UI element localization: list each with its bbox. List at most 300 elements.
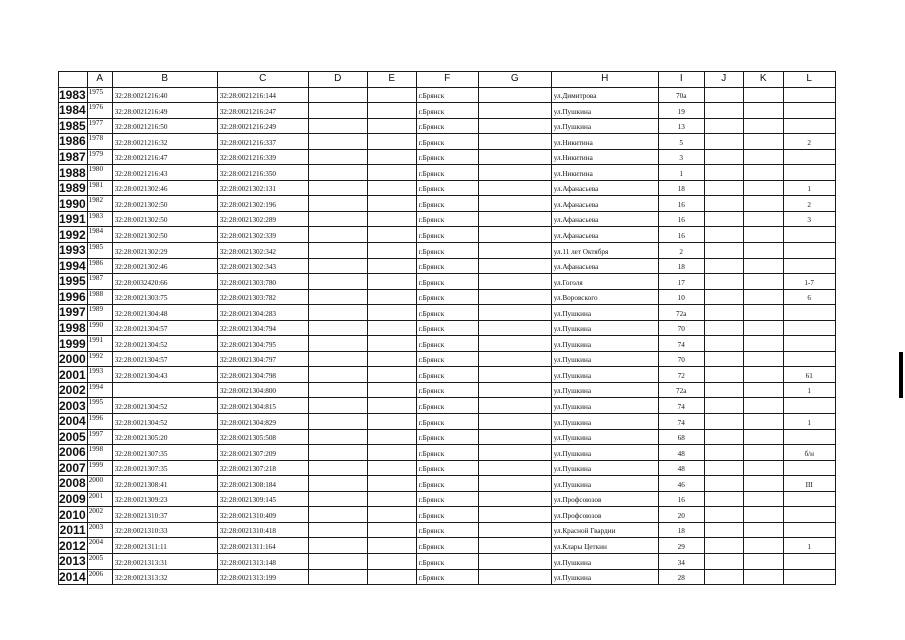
row-number: 2013 — [59, 554, 86, 569]
table-row — [59, 258, 836, 274]
cell-b-cadastral-block: 32:28:0021304:52 — [112, 398, 217, 414]
cell-c-cadastral-number: 32:28:0021309:145 — [217, 491, 308, 507]
cell-j — [704, 553, 743, 569]
table-row — [59, 538, 836, 554]
cell-j — [704, 507, 743, 523]
cell-g — [478, 538, 551, 554]
cell-c-cadastral-number: 32:28:0021303:780 — [217, 274, 308, 290]
cell-b-cadastral-block: 32:28:0021216:47 — [112, 149, 217, 165]
cell-l-apartment: 6 — [783, 289, 835, 305]
cell-i-house: 1 — [658, 165, 704, 181]
cell-i-house: 46 — [658, 476, 704, 492]
cell-j — [704, 429, 743, 445]
table-row — [59, 274, 836, 290]
cell-b-cadastral-block: 32:28:0021310:33 — [112, 522, 217, 538]
cell-i-house: 10 — [658, 289, 704, 305]
cell-k — [743, 87, 783, 103]
cell-b-cadastral-block: 32:28:0021304:52 — [112, 336, 217, 352]
cell-e — [367, 445, 416, 461]
cell-a: 1993 — [87, 367, 112, 383]
cell-h-street: ул.Афанасьева — [551, 227, 658, 243]
table-row — [59, 243, 836, 259]
cell-b-cadastral-block: 32:28:0021302:50 — [112, 196, 217, 212]
column-header-j: J — [704, 72, 743, 88]
cell-j — [704, 367, 743, 383]
row-number: 2007 — [59, 460, 86, 475]
cell-d — [308, 211, 367, 227]
cell-f-city: г.Брянск — [416, 196, 478, 212]
cell-l-apartment — [783, 398, 835, 414]
column-header-i: I — [658, 72, 704, 88]
cell-i-house: 68 — [658, 429, 704, 445]
cell-k — [743, 103, 783, 119]
row-number: 1998 — [59, 321, 86, 336]
cell-e — [367, 351, 416, 367]
cell-k — [743, 553, 783, 569]
column-header-c: C — [217, 72, 308, 88]
cell-c-cadastral-number: 32:28:0021311:164 — [217, 538, 308, 554]
cell-g — [478, 211, 551, 227]
cell-b-cadastral-block: 32:28:0021303:75 — [112, 289, 217, 305]
cell-j — [704, 196, 743, 212]
cell-i-house: 72а — [658, 382, 704, 398]
cell-h-street: ул.Пушкина — [551, 414, 658, 430]
cell-g — [478, 103, 551, 119]
cell-d — [308, 196, 367, 212]
cell-c-cadastral-number: 32:28:0021307:218 — [217, 460, 308, 476]
cell-a: 1979 — [87, 149, 112, 165]
row-number: 2008 — [59, 476, 86, 491]
cell-a: 1975 — [87, 87, 112, 103]
cell-a: 2006 — [87, 569, 112, 585]
cell-l-apartment: б/н — [783, 445, 835, 461]
cell-h-street: ул.Никитина — [551, 134, 658, 150]
cell-h-street: ул.Пушкина — [551, 429, 658, 445]
cell-f-city: г.Брянск — [416, 569, 478, 585]
cell-l-apartment: 1 — [783, 382, 835, 398]
cell-i-house: 74 — [658, 336, 704, 352]
row-number: 2011 — [59, 523, 86, 538]
cell-l-apartment — [783, 522, 835, 538]
cell-k — [743, 476, 783, 492]
cell-a: 1987 — [87, 274, 112, 290]
row-number: 1991 — [59, 212, 86, 227]
row-number: 1987 — [59, 150, 86, 164]
cell-f-city: г.Брянск — [416, 227, 478, 243]
cell-l-apartment — [783, 165, 835, 181]
cell-l-apartment: 1-7 — [783, 274, 835, 290]
cell-e — [367, 289, 416, 305]
cell-a: 1986 — [87, 258, 112, 274]
cell-e — [367, 103, 416, 119]
spreadsheet-table — [58, 71, 836, 585]
cell-g — [478, 367, 551, 383]
table-body — [59, 87, 836, 585]
cell-k — [743, 336, 783, 352]
cell-b-cadastral-block: 32:28:0021302:50 — [112, 227, 217, 243]
cell-i-house: 5 — [658, 134, 704, 150]
table-row — [59, 103, 836, 119]
cell-j — [704, 414, 743, 430]
cell-j — [704, 305, 743, 321]
cell-e — [367, 134, 416, 150]
row-number: 1997 — [59, 305, 86, 320]
cell-b-cadastral-block: 32:28:0021302:50 — [112, 211, 217, 227]
cell-e — [367, 507, 416, 523]
cell-d — [308, 538, 367, 554]
cell-d — [308, 118, 367, 134]
cell-e — [367, 196, 416, 212]
column-header-l: L — [783, 72, 835, 88]
cell-j — [704, 351, 743, 367]
table-row — [59, 445, 836, 461]
cell-a: 2001 — [87, 491, 112, 507]
cell-e — [367, 227, 416, 243]
cell-l-apartment — [783, 553, 835, 569]
cell-d — [308, 227, 367, 243]
cell-f-city: г.Брянск — [416, 414, 478, 430]
table-row — [59, 351, 836, 367]
cell-b-cadastral-block: 32:28:0021305:20 — [112, 429, 217, 445]
cell-b-cadastral-block: 32:28:0021310:37 — [112, 507, 217, 523]
cell-l-apartment — [783, 336, 835, 352]
column-header-f: F — [416, 72, 478, 88]
cell-d — [308, 569, 367, 585]
cell-c-cadastral-number: 32:28:0021303:782 — [217, 289, 308, 305]
cell-l-apartment: 2 — [783, 196, 835, 212]
cell-a: 1982 — [87, 196, 112, 212]
cell-k — [743, 165, 783, 181]
cell-l-apartment — [783, 258, 835, 274]
cell-i-house: 72 — [658, 367, 704, 383]
cell-g — [478, 258, 551, 274]
cell-a: 1978 — [87, 134, 112, 150]
cell-j — [704, 118, 743, 134]
cell-e — [367, 367, 416, 383]
row-number: 2002 — [59, 383, 86, 398]
cell-a: 1992 — [87, 351, 112, 367]
cell-f-city: г.Брянск — [416, 445, 478, 461]
cell-d — [308, 180, 367, 196]
table-row — [59, 149, 836, 165]
cell-l-apartment: 1 — [783, 538, 835, 554]
cell-k — [743, 227, 783, 243]
cell-g — [478, 180, 551, 196]
cell-d — [308, 351, 367, 367]
cell-f-city: г.Брянск — [416, 274, 478, 290]
cell-h-street: ул.Димитрова — [551, 87, 658, 103]
table-row — [59, 305, 836, 321]
cell-c-cadastral-number: 32:28:0021216:350 — [217, 165, 308, 181]
cell-e — [367, 243, 416, 259]
cell-h-street: ул.Воровского — [551, 289, 658, 305]
cell-j — [704, 336, 743, 352]
cell-h-street: ул.Профсоюзов — [551, 507, 658, 523]
cell-l-apartment — [783, 243, 835, 259]
cell-h-street: ул.11 лет Октября — [551, 243, 658, 259]
cell-i-house: 48 — [658, 445, 704, 461]
cell-i-house: 18 — [658, 522, 704, 538]
cell-a: 1994 — [87, 382, 112, 398]
cell-f-city: г.Брянск — [416, 320, 478, 336]
cell-j — [704, 522, 743, 538]
cell-c-cadastral-number: 32:28:0021304:794 — [217, 320, 308, 336]
table-row — [59, 398, 836, 414]
cell-i-house: 28 — [658, 569, 704, 585]
cell-i-house: 20 — [658, 507, 704, 523]
cell-b-cadastral-block: 32:28:0021216:40 — [112, 87, 217, 103]
cell-e — [367, 569, 416, 585]
cell-b-cadastral-block: 32:28:0021308:41 — [112, 476, 217, 492]
cell-g — [478, 305, 551, 321]
cell-e — [367, 382, 416, 398]
cell-f-city: г.Брянск — [416, 538, 478, 554]
table-row — [59, 118, 836, 134]
cell-l-apartment — [783, 460, 835, 476]
table-row — [59, 320, 836, 336]
cell-c-cadastral-number: 32:28:0021302:342 — [217, 243, 308, 259]
cell-i-house: 70 — [658, 351, 704, 367]
row-number: 1999 — [59, 336, 86, 351]
cell-e — [367, 274, 416, 290]
cell-i-house: 18 — [658, 180, 704, 196]
cell-k — [743, 382, 783, 398]
cell-b-cadastral-block — [112, 382, 217, 398]
cell-g — [478, 149, 551, 165]
cell-j — [704, 134, 743, 150]
cell-g — [478, 289, 551, 305]
cell-l-apartment: III — [783, 476, 835, 492]
cell-g — [478, 320, 551, 336]
cell-b-cadastral-block: 32:28:0021216:32 — [112, 134, 217, 150]
cell-f-city: г.Брянск — [416, 351, 478, 367]
cell-a: 1983 — [87, 211, 112, 227]
cell-j — [704, 103, 743, 119]
cell-f-city: г.Брянск — [416, 211, 478, 227]
row-number: 1989 — [59, 181, 86, 196]
cell-c-cadastral-number: 32:28:0021304:795 — [217, 336, 308, 352]
cell-j — [704, 398, 743, 414]
cell-f-city: г.Брянск — [416, 305, 478, 321]
cell-k — [743, 460, 783, 476]
cell-c-cadastral-number: 32:28:0021302:339 — [217, 227, 308, 243]
cell-f-city: г.Брянск — [416, 87, 478, 103]
cell-k — [743, 414, 783, 430]
cell-b-cadastral-block: 32:28:0032420:66 — [112, 274, 217, 290]
column-header-d: D — [308, 72, 367, 88]
row-number: 2001 — [59, 367, 86, 382]
cell-d — [308, 305, 367, 321]
cell-j — [704, 289, 743, 305]
table-row — [59, 429, 836, 445]
cell-h-street: ул.Клары Цеткин — [551, 538, 658, 554]
cell-i-house: 16 — [658, 196, 704, 212]
row-number: 2005 — [59, 429, 86, 444]
row-number: 2000 — [59, 352, 86, 367]
cell-b-cadastral-block: 32:28:0021307:35 — [112, 445, 217, 461]
cell-d — [308, 382, 367, 398]
cell-d — [308, 460, 367, 476]
cell-d — [308, 522, 367, 538]
row-number: 2010 — [59, 507, 86, 522]
cell-f-city: г.Брянск — [416, 429, 478, 445]
cell-c-cadastral-number: 32:28:0021313:199 — [217, 569, 308, 585]
cell-f-city: г.Брянск — [416, 134, 478, 150]
cell-i-house: 17 — [658, 274, 704, 290]
cell-e — [367, 414, 416, 430]
cell-c-cadastral-number: 32:28:0021216:247 — [217, 103, 308, 119]
table-row — [59, 87, 836, 103]
cell-j — [704, 211, 743, 227]
cell-e — [367, 165, 416, 181]
cell-l-apartment: 2 — [783, 134, 835, 150]
cell-e — [367, 305, 416, 321]
cell-l-apartment — [783, 351, 835, 367]
cell-f-city: г.Брянск — [416, 476, 478, 492]
cell-k — [743, 274, 783, 290]
column-header-a: A — [87, 72, 112, 88]
cell-k — [743, 320, 783, 336]
cell-b-cadastral-block: 32:28:0021307:35 — [112, 460, 217, 476]
cell-d — [308, 507, 367, 523]
cell-d — [308, 320, 367, 336]
cell-a: 1980 — [87, 165, 112, 181]
page-edge-mark — [899, 352, 903, 398]
row-number: 1995 — [59, 274, 86, 289]
column-header-b: B — [112, 72, 217, 88]
cell-a: 1990 — [87, 320, 112, 336]
cell-b-cadastral-block: 32:28:0021313:31 — [112, 553, 217, 569]
cell-d — [308, 165, 367, 181]
cell-d — [308, 553, 367, 569]
cell-e — [367, 460, 416, 476]
cell-h-street: ул.Пушкина — [551, 367, 658, 383]
cell-j — [704, 149, 743, 165]
cell-h-street: ул.Пушкина — [551, 336, 658, 352]
cell-k — [743, 149, 783, 165]
cell-l-apartment: 1 — [783, 414, 835, 430]
cell-l-apartment: 3 — [783, 211, 835, 227]
cell-f-city: г.Брянск — [416, 367, 478, 383]
cell-g — [478, 460, 551, 476]
cell-e — [367, 336, 416, 352]
cell-b-cadastral-block: 32:28:0021304:57 — [112, 320, 217, 336]
cell-l-apartment — [783, 569, 835, 585]
row-number: 2012 — [59, 538, 86, 553]
cell-g — [478, 227, 551, 243]
cell-j — [704, 382, 743, 398]
cell-a: 1991 — [87, 336, 112, 352]
cell-k — [743, 211, 783, 227]
cell-j — [704, 538, 743, 554]
cell-k — [743, 258, 783, 274]
cell-f-city: г.Брянск — [416, 289, 478, 305]
row-number: 1984 — [59, 103, 86, 118]
column-header-g: G — [478, 72, 551, 88]
cell-b-cadastral-block: 32:28:0021309:23 — [112, 491, 217, 507]
cell-k — [743, 196, 783, 212]
row-number: 2009 — [59, 492, 86, 507]
cell-h-street: ул.Пушкина — [551, 382, 658, 398]
cell-l-apartment: 61 — [783, 367, 835, 383]
table-row — [59, 414, 836, 430]
cell-j — [704, 445, 743, 461]
table-row — [59, 507, 836, 523]
column-header-row — [59, 72, 836, 88]
cell-a: 1988 — [87, 289, 112, 305]
cell-h-street: ул.Афанасьева — [551, 196, 658, 212]
cell-c-cadastral-number: 32:28:0021313:148 — [217, 553, 308, 569]
cell-e — [367, 320, 416, 336]
column-header-k: K — [743, 72, 783, 88]
cell-b-cadastral-block: 32:28:0021304:43 — [112, 367, 217, 383]
cell-g — [478, 507, 551, 523]
cell-b-cadastral-block: 32:28:0021304:57 — [112, 351, 217, 367]
cell-c-cadastral-number: 32:28:0021304:829 — [217, 414, 308, 430]
cell-a: 1977 — [87, 118, 112, 134]
cell-e — [367, 211, 416, 227]
cell-e — [367, 429, 416, 445]
cell-c-cadastral-number: 32:28:0021216:339 — [217, 149, 308, 165]
cell-d — [308, 243, 367, 259]
cell-i-house: 19 — [658, 103, 704, 119]
cell-a: 1989 — [87, 305, 112, 321]
cell-j — [704, 165, 743, 181]
cell-k — [743, 569, 783, 585]
cell-a: 1976 — [87, 103, 112, 119]
cell-l-apartment: 1 — [783, 180, 835, 196]
cell-a: 1985 — [87, 243, 112, 259]
cell-g — [478, 87, 551, 103]
cell-d — [308, 445, 367, 461]
row-number: 1996 — [59, 289, 86, 304]
cell-g — [478, 382, 551, 398]
cell-g — [478, 491, 551, 507]
cell-a: 1995 — [87, 398, 112, 414]
cell-d — [308, 367, 367, 383]
table-row — [59, 196, 836, 212]
cell-k — [743, 289, 783, 305]
cell-g — [478, 522, 551, 538]
cell-c-cadastral-number: 32:28:0021216:249 — [217, 118, 308, 134]
cell-b-cadastral-block: 32:28:0021311:11 — [112, 538, 217, 554]
table-row — [59, 460, 836, 476]
table-row — [59, 289, 836, 305]
cell-k — [743, 429, 783, 445]
cell-a: 1996 — [87, 414, 112, 430]
row-number: 2004 — [59, 414, 86, 429]
table-row — [59, 569, 836, 585]
cell-f-city: г.Брянск — [416, 118, 478, 134]
cell-a: 2004 — [87, 538, 112, 554]
cell-j — [704, 476, 743, 492]
cell-h-street: ул.Профсоюзов — [551, 491, 658, 507]
cell-h-street: ул.Пушкина — [551, 460, 658, 476]
cell-j — [704, 320, 743, 336]
row-number: 1992 — [59, 227, 86, 242]
cell-b-cadastral-block: 32:28:0021216:43 — [112, 165, 217, 181]
cell-e — [367, 149, 416, 165]
cell-k — [743, 243, 783, 259]
row-number: 2014 — [59, 569, 86, 584]
cell-a: 2005 — [87, 553, 112, 569]
cell-d — [308, 336, 367, 352]
table-row — [59, 336, 836, 352]
cell-j — [704, 87, 743, 103]
cell-e — [367, 398, 416, 414]
cell-d — [308, 491, 367, 507]
cell-b-cadastral-block: 32:28:0021302:46 — [112, 258, 217, 274]
